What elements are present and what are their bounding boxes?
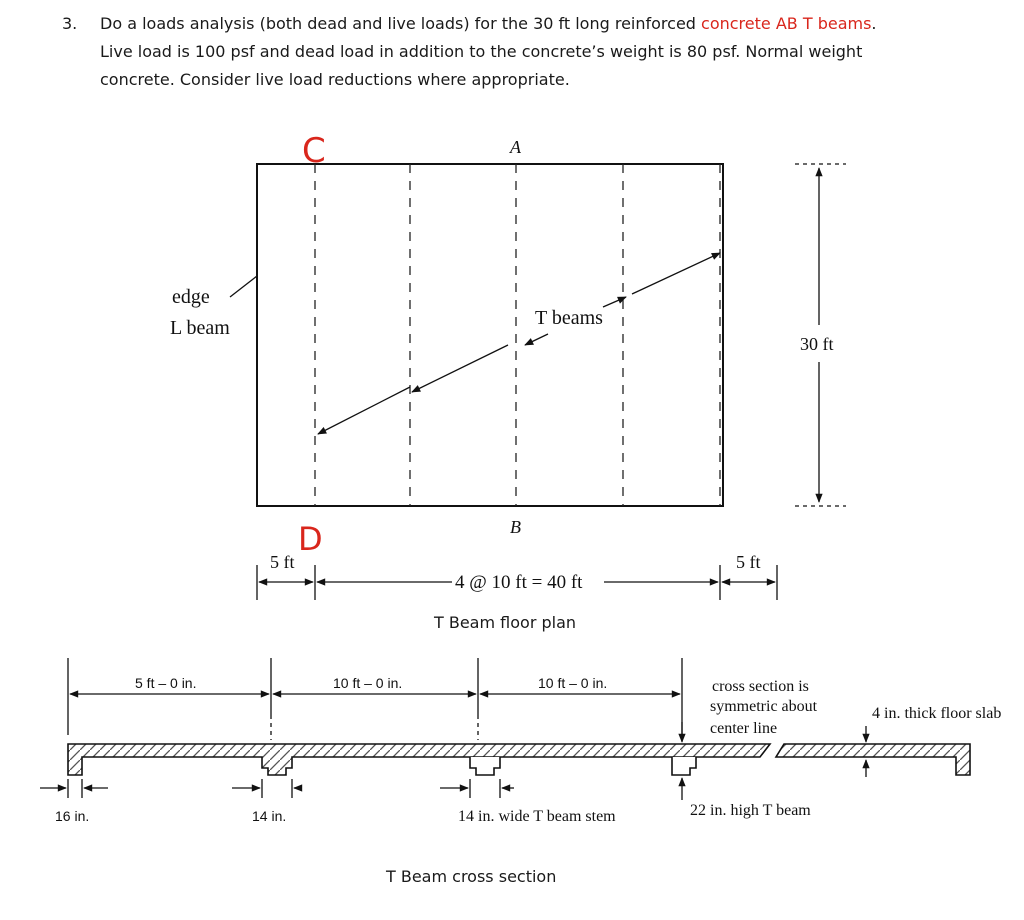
- dim-10ft-0in-1: 10 ft – 0 in.: [333, 675, 403, 691]
- symmetry-note-3: center line: [710, 720, 778, 737]
- width-arrows: [40, 779, 514, 798]
- t-beam-stem-2: [470, 757, 500, 775]
- cross-section-caption: T Beam cross section: [386, 867, 557, 886]
- problem-line-1-text: Do a loads analysis (both dead and live loads) for the 30 ft long reinforced: [100, 14, 702, 33]
- beam-height-label: 22 in. high T beam: [690, 802, 811, 819]
- dim-10ft-0in-2: 10 ft – 0 in.: [538, 675, 608, 691]
- problem-number: 3.: [62, 14, 78, 33]
- highlighted-beam-name: concrete AB T beams: [701, 14, 872, 33]
- t-beams-label: T beams: [535, 307, 603, 329]
- label-A: A: [510, 137, 521, 157]
- label-C: C: [302, 131, 326, 171]
- cross-section: [40, 658, 1001, 886]
- floor-plan-caption: T Beam floor plan: [434, 613, 577, 632]
- label-B: B: [510, 517, 521, 537]
- slab-left-section: [68, 744, 770, 775]
- problem-line-3: concrete. Consider live load reductions where appropriate.: [100, 70, 570, 89]
- beam-spacing-label: 4 @ 10 ft = 40 ft: [455, 572, 583, 593]
- problem-line-2: Live load is 100 psf and dead load in addition to the concrete’s weight is 80 psf. Normal weight: [100, 42, 863, 61]
- slab-right-section: [776, 744, 970, 775]
- floor-plan: [170, 131, 846, 632]
- l-beam-label: L beam: [170, 317, 230, 339]
- floor-outline: [257, 164, 723, 506]
- symmetry-note-2: symmetric about: [710, 698, 818, 715]
- edge-beam-width-label: 16 in.: [55, 808, 90, 824]
- left-bay-label: 5 ft: [270, 552, 295, 572]
- section-dimension-chain: [68, 658, 682, 740]
- right-bay-label: 5 ft: [736, 552, 761, 572]
- height-label: 30 ft: [800, 334, 834, 354]
- beam-lines: [315, 164, 720, 506]
- stem-width-label-2: 14 in. wide T beam stem: [458, 808, 616, 825]
- edge-leader-line: [230, 276, 257, 297]
- t-beam-arrows: [318, 253, 720, 434]
- dim-5ft-0in: 5 ft – 0 in.: [135, 675, 197, 691]
- slab-thickness-label: 4 in. thick floor slab: [872, 705, 1002, 722]
- problem-line-1-end: .: [871, 14, 877, 33]
- edge-label: edge: [172, 286, 210, 308]
- t-beam-stem-center: [672, 757, 696, 775]
- symmetry-note-1: cross section is: [712, 678, 809, 695]
- stem-width-label-1: 14 in.: [252, 808, 287, 824]
- label-D: D: [298, 520, 323, 558]
